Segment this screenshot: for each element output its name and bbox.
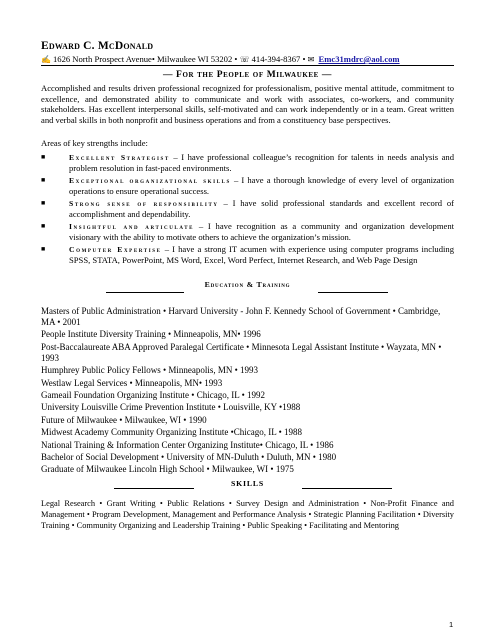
tagline: — For the People of Milwaukee — [162, 70, 333, 80]
summary-paragraph: Accomplished and results driven professional recognized for professionalism, positive mental attitude, commitment to excellence, and demonstrated ability to communicate and work with associates, co-workers, and community stakeholders. Has excellent interpersonal skills, self-motivated and can work independently or in a team. Great written and verbal skills in both nonprofit and business operations and from a constituency base perspectives. [41, 83, 454, 125]
strength-text: – I have recognition as a community and organization development visionary with the ability to motivate others to achieve the organization’s mission. [69, 221, 455, 243]
address: 1626 North Prospect Avenue• Milwaukee WI 53202 • [52, 54, 238, 64]
education-list [41, 306, 454, 477]
strength-item [41, 175, 454, 196]
strength-term: Exceptional organizational skills [69, 176, 231, 185]
skills-rule-left [114, 488, 194, 489]
education-item: Midwest Academy Community Organizing Institute •Chicago, IL • 1988 [41, 427, 303, 438]
education-item: National Training & Information Center Organizing Institute• Chicago, IL • 1986 [41, 439, 334, 450]
envelope-icon: ✉ [307, 55, 315, 64]
skills-rule-right [302, 488, 392, 489]
strength-text: – I have a strong IT acumen with experience using computer programs including SPSS, STATA, PowerPoint, MS Word, Excel, Word Perfect, Internet Research, and Web Page Design [69, 244, 454, 266]
education-item: Bachelor of Social Development • University of MN-Duluth • Duluth, MN • 1980 [41, 451, 337, 462]
education-item: University Louisville Crime Prevention Institute • Louisville, KY •1988 [41, 402, 301, 413]
email-link[interactable]: Emc31mdrc@aol.com [318, 54, 400, 64]
education-item: People Institute Diversity Training • Minneapolis, MN• 1996 [41, 329, 261, 340]
pencil-icon: ✍ [41, 55, 51, 64]
education-item: Gameail Foundation Organizing Institute • Chicago, IL • 1992 [41, 389, 266, 400]
bullet-icon: ■ [41, 153, 46, 161]
strength-item [41, 221, 454, 242]
strength-text: – I have professional colleague’s recognition for talents in needs analysis and problem resolution in fast-paced environments. [69, 152, 455, 174]
candidate-name: Edward C. McDonald [41, 40, 154, 52]
strength-term: Computer Expertise [69, 245, 162, 254]
strengths-intro: Areas of key strengths include: [41, 138, 148, 148]
strengths-list [41, 152, 454, 267]
education-title: Education & Training [204, 280, 291, 289]
education-item: Westlaw Legal Services • Minneapolis, MN• 1993 [41, 377, 223, 388]
skills-paragraph: Legal Research • Grant Writing • Public Relations • Survey Design and Administration • Non-Profit Finance and Management • Program Development, Management and Performance Analysis • Strategic Planning Facilitation • Diversity Training • Community Organizing and Leadership Training • Public Speaking • Facilitating and Mentoring [41, 499, 454, 531]
strength-item [41, 152, 454, 173]
education-item: Humphrey Public Policy Fellows • Minneapolis, MN • 1993 [41, 365, 259, 376]
skills-title: SKILLS [231, 479, 264, 488]
strength-item [41, 198, 454, 219]
education-item: Post-Baccalaureate ABA Approved Paralegal Certificate • Minnesota Legal Assistant Institute • Wayzata, MN • 1993 [41, 341, 442, 363]
strength-term: Excellent Strategist [69, 153, 170, 162]
education-item: Future of Milwaukee • Milwaukee, WI • 1990 [41, 414, 207, 425]
bullet-icon: ■ [41, 176, 46, 184]
education-rule-right [318, 292, 388, 293]
contact-line [41, 54, 400, 64]
bullet-icon: ■ [41, 222, 46, 230]
strength-text: – I have solid professional standards and excellent record of accomplishment and dependability. [69, 198, 454, 220]
education-rule-left [106, 292, 184, 293]
strength-item [41, 244, 454, 265]
strength-term: Insightful and articulate [69, 222, 195, 231]
header-rule [41, 65, 454, 66]
strength-term: Strong sense of responsibility [69, 199, 219, 208]
strength-text: – I have a thorough knowledge of every level of organization operations to ensure operational success. [69, 175, 454, 197]
page-number: 1 [449, 620, 454, 629]
education-item: Masters of Public Administration • Harvard University - John F. Kennedy School of Government • Cambridge, MA • 2001 [41, 306, 441, 327]
education-item: Graduate of Milwaukee Lincoln High School • Milwaukee, WI • 1975 [41, 464, 294, 475]
phone-icon: ☏ [239, 55, 250, 64]
phone: 414-394-8367 • [251, 54, 306, 64]
bullet-icon: ■ [41, 245, 46, 253]
bullet-icon: ■ [41, 199, 46, 207]
